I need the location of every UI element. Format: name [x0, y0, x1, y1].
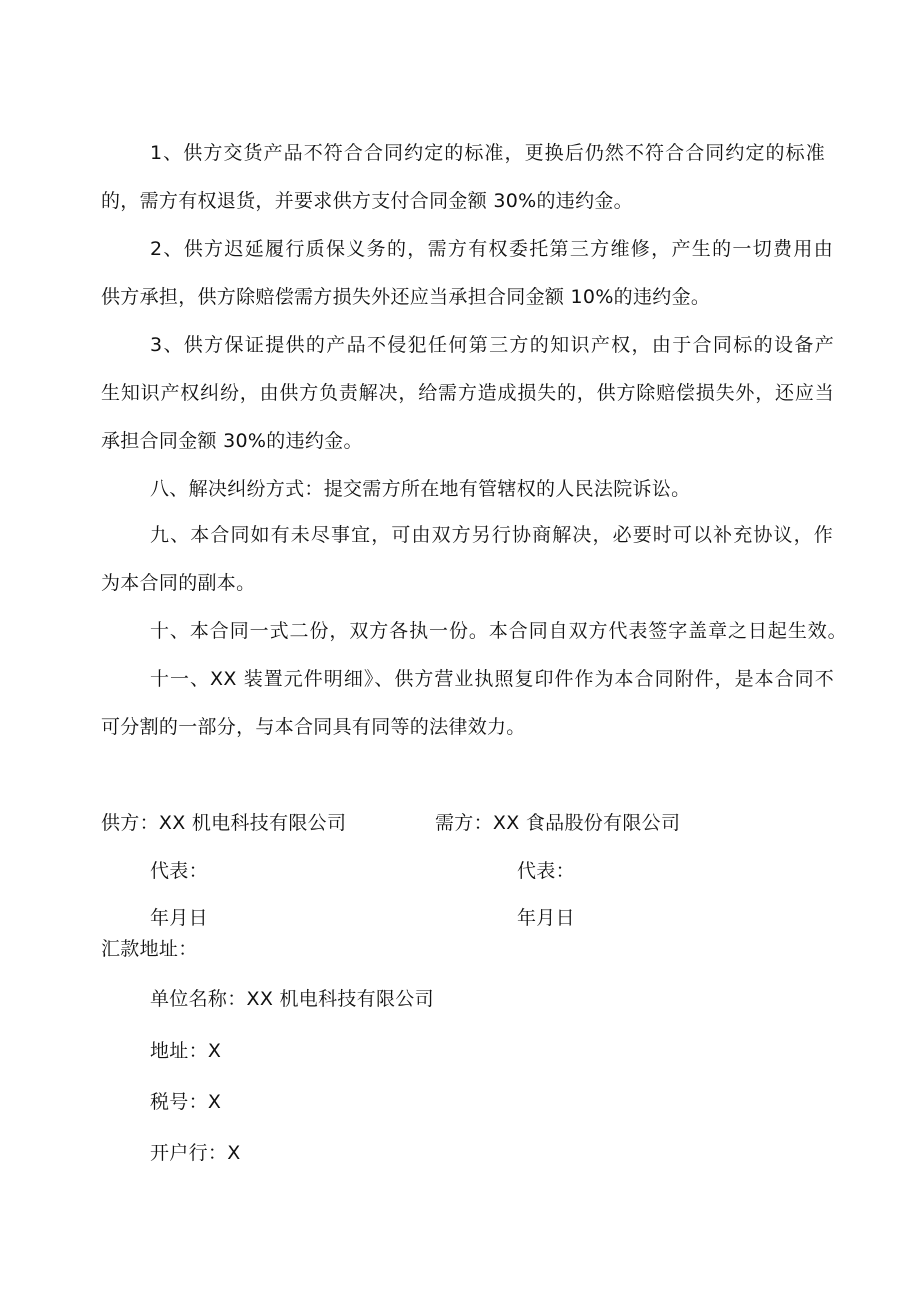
remittance-address: 地址：X — [150, 1040, 222, 1062]
remittance-heading: 汇款地址： — [101, 938, 198, 960]
buyer-representative: 代表： — [517, 860, 575, 882]
remittance-tax-id: 税号：X — [150, 1091, 222, 1113]
clause-2-line-2: 供方承担，供方除赔偿需方损失外还应当承担合同金额 10%的违约金。 — [101, 286, 711, 308]
clause-11-line-2: 可分割的一部分，与本合同具有同等的法律效力。 — [101, 716, 526, 738]
clause-9-line-2: 为本合同的副本。 — [101, 572, 256, 594]
clause-3-line-1: 3、供方保证提供的产品不侵犯任何第三方的知识产权，由于合同标的设备产 — [150, 334, 834, 356]
clause-3-line-2: 生知识产权纠纷，由供方负责解决，给需方造成损失的，供方除赔偿损失外，还应当 — [101, 382, 834, 404]
supplier-date: 年月日 — [150, 907, 208, 929]
clause-2-line-1: 2、供方迟延履行质保义务的，需方有权委托第三方维修，产生的一切费用由 — [150, 238, 833, 260]
buyer-name: 需方：XX 食品股份有限公司 — [435, 812, 681, 834]
clause-1-line-2: 的，需方有权退货，并要求供方支付合同金额 30%的违约金。 — [101, 190, 633, 212]
supplier-name: 供方：XX 机电科技有限公司 — [101, 812, 347, 834]
clause-1-line-1: 1、供方交货产品不符合合同约定的标准，更换后仍然不符合合同约定的标准 — [150, 142, 825, 164]
clause-8-line-1: 八、解决纠纷方式：提交需方所在地有管辖权的人民法院诉讼。 — [150, 478, 691, 500]
clause-9-line-1: 九、本合同如有未尽事宜，可由双方另行协商解决，必要时可以补充协议，作 — [150, 524, 833, 546]
remittance-company: 单位名称：XX 机电科技有限公司 — [150, 988, 434, 1010]
clause-11-line-1: 十一、XX 装置元件明细》、供方营业执照复印件作为本合同附件，是本合同不 — [150, 668, 834, 690]
buyer-date: 年月日 — [517, 907, 575, 929]
remittance-bank: 开户行：X — [150, 1142, 241, 1164]
clause-3-line-3: 承担合同金额 30%的违约金。 — [101, 430, 363, 452]
clause-10-line-1: 十、本合同一式二份，双方各执一份。本合同自双方代表签字盖章之日起生效。 — [150, 620, 847, 642]
supplier-representative: 代表： — [150, 860, 208, 882]
